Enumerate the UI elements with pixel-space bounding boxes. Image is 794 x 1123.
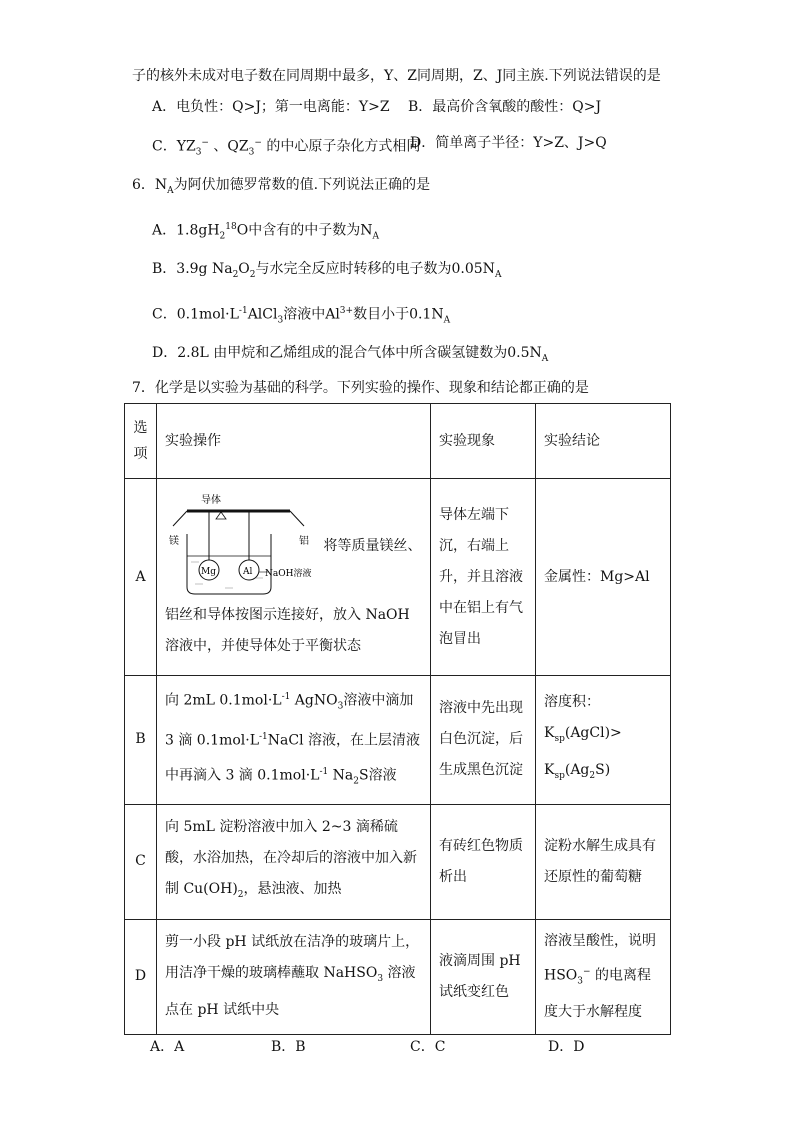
q5-c-sup2: − — [254, 138, 262, 148]
q6-c-5: 溶液中Al — [283, 306, 340, 323]
header-operation: 实验操作 — [157, 404, 431, 479]
q6-option-a — [152, 217, 379, 246]
table-row-d — [125, 919, 671, 1034]
q5-stem-tail: 子的核外未成对电子数在同周期中最多，Y、Z同周期，Z、J同主族.下列说法错误的是 — [132, 68, 661, 84]
row-d-concl-sub: 3 — [577, 976, 584, 987]
row-b-concl-sp1: sp — [554, 734, 565, 745]
row-b-op1-sup: -1 — [281, 692, 291, 702]
table-row-a — [125, 479, 671, 676]
q6-b-3: O — [238, 261, 250, 277]
diagram-solution-label: NaOH溶液 — [265, 569, 312, 579]
row-c-op1: 向 5mL 淀粉溶液中加入 2~3 滴稀硫酸，水浴加热，在冷却后的溶液中加入新制 Cu(OH) — [165, 819, 417, 898]
q5-c-sub1: 3 — [195, 147, 202, 158]
q6-a-2: 2 — [219, 231, 226, 242]
q7-answer-b: B．B — [271, 1039, 306, 1055]
q5-c-text1: C．YZ — [152, 138, 196, 155]
q6-c-4: 3 — [277, 315, 284, 326]
q5-option-b: B．最高价含氧酸的酸性：Q>J — [408, 99, 602, 115]
row-c-label: C — [125, 804, 157, 919]
q6-stem-num: 6．N — [132, 177, 168, 193]
row-d-concl1: 溶液呈酸性，说明 HSO — [544, 932, 656, 984]
q6-b-6: A — [494, 269, 502, 280]
q5-option-c — [152, 133, 420, 162]
q7-answer-c: C．C — [410, 1039, 446, 1055]
header-option-l1: 选 — [133, 420, 148, 436]
q6-c-8: A — [443, 315, 451, 326]
q6-a-1: A．1.8gH — [152, 222, 220, 239]
row-c-op2: ，悬浊液、加热 — [243, 881, 342, 898]
q6-a-4: O中含有的中子数为N — [236, 222, 373, 239]
row-a-operation — [157, 479, 431, 676]
row-c-operation — [157, 804, 431, 919]
row-c-phenomenon: 有砖红色物质析出 — [431, 804, 536, 919]
q6-option-c — [152, 301, 450, 330]
row-d-operation — [157, 919, 431, 1034]
header-conclusion: 实验结论 — [536, 404, 671, 479]
row-b-op2-sub: 3 — [337, 701, 344, 712]
row-b-conclusion — [536, 676, 671, 805]
row-a-label: A — [125, 479, 157, 676]
row-d-op1: 剪一小段 pH 试纸放在洁净的玻璃片上，用洁净干燥的玻璃棒蘸取 NaHSO — [165, 934, 420, 982]
row-b-concl-title: 溶度积： — [544, 694, 600, 711]
row-b-op2: AgNO — [290, 692, 338, 709]
header-option-l2: 项 — [133, 446, 148, 462]
q5-c-sub2: 3 — [248, 147, 255, 158]
q6-b-1: B．3.9g Na — [152, 261, 233, 277]
row-d-label: D — [125, 919, 157, 1034]
q6-c-3: AlCl — [247, 306, 278, 323]
row-a-op-inline: 将等质量镁丝、 — [323, 538, 422, 554]
experiment-table — [124, 403, 671, 1035]
row-b-operation — [157, 676, 431, 805]
row-b-concl-ag2s-b: S) — [595, 762, 611, 779]
q6-c-7: 数目小于0.1N — [353, 306, 444, 323]
row-d-concl2: 的电离程度大于水解程度 — [544, 967, 652, 1021]
q6-a-5: A — [372, 231, 379, 242]
table-row-b — [125, 676, 671, 805]
row-b-concl-k1: K — [544, 725, 555, 742]
row-b-op3-sup: -1 — [259, 732, 268, 743]
row-c-op1-sub: 2 — [237, 889, 244, 900]
q5-option-d: D．简单离子半径：Y>Z、J>Q — [410, 135, 607, 151]
q6-stem-sub: A — [167, 185, 174, 196]
q6-stem — [132, 175, 430, 201]
diagram-conductor-label: 导体 — [201, 495, 221, 506]
row-b-op5-sub: 2 — [353, 776, 360, 787]
q6-a-3: 18 — [225, 222, 237, 232]
q6-d-1: D．2.8L 由甲烷和乙烯组成的混合气体中所含碳氢键数为0.5N — [152, 345, 542, 361]
row-b-op5: Na — [328, 767, 354, 784]
q7-stem: 7．化学是以实验为基础的科学。下列实验的操作、现象和结论都正确的是 — [132, 380, 589, 396]
diagram-mg-electrode: Mg — [201, 567, 216, 577]
q5-c-sup1: − — [201, 138, 209, 148]
row-d-conclusion — [536, 919, 671, 1034]
q6-b-2: 2 — [232, 269, 239, 280]
row-b-concl-sp2: sp — [554, 771, 565, 782]
row-b-concl-k2: K — [544, 762, 555, 779]
row-d-concl-sup: − — [583, 966, 591, 977]
row-b-op1: 向 2mL 0.1mol·L — [165, 692, 282, 709]
row-a-phenomenon: 导体左端下沉，右端上升，并且溶液中在铝上有气泡冒出 — [431, 479, 536, 676]
row-b-op6: S溶液 — [359, 767, 397, 784]
diagram-mg-side-label: 镁 — [169, 536, 179, 547]
row-b-phenomenon: 溶液中先出现白色沉淀，后生成黑色沉淀 — [431, 676, 536, 805]
row-d-op1-sub: 3 — [377, 974, 384, 985]
beaker-diagram-icon — [165, 492, 315, 600]
row-d-op2: 溶液点在 pH 试纸中央 — [165, 965, 416, 1019]
q5-option-a: A．电负性：Q>J；第一电离能：Y>Z — [152, 99, 390, 115]
q6-c-2: -1 — [238, 306, 248, 316]
q6-option-d — [152, 343, 548, 369]
q6-stem-rest: 为阿伏加德罗常数的值.下列说法正确的是 — [173, 177, 431, 193]
q5-c-text3: 的中心原子杂化方式相同 — [261, 138, 421, 155]
table-header-row — [125, 404, 671, 479]
row-b-label: B — [125, 676, 157, 805]
q7-answer-d: D．D — [548, 1039, 585, 1055]
row-b-concl-ag2s-a: (Ag — [564, 762, 590, 779]
q7-answer-a: A．A — [150, 1039, 185, 1055]
diagram-al-side-label: 铝 — [299, 536, 309, 547]
q6-b-5: 与水完全反应时转移的电子数为0.05N — [255, 261, 495, 277]
row-b-op3: 溶液中滴加 3 滴 0.1mol·L — [165, 692, 414, 750]
row-a-conclusion: 金属性：Mg>Al — [536, 479, 671, 676]
header-phenomenon: 实验现象 — [431, 404, 536, 479]
q6-c-6: 3+ — [339, 306, 354, 316]
q6-option-b — [152, 259, 501, 285]
row-b-concl-agcl: (AgCl)> — [564, 725, 622, 742]
q6-c-1: C．0.1mol·L — [152, 306, 239, 323]
row-c-conclusion: 淀粉水解生成具有还原性的葡萄糖 — [536, 804, 671, 919]
q5-c-text2: 、QZ — [208, 138, 249, 155]
table-row-c — [125, 804, 671, 919]
row-a-op-rest: 铝丝和导体按图示连接好，放入 NaOH 溶液中，并使导体处于平衡状态 — [165, 607, 410, 654]
header-option — [125, 404, 157, 479]
q6-d-2: A — [541, 353, 549, 364]
row-b-concl-ag2s-sub: 2 — [589, 771, 596, 782]
row-d-phenomenon: 液滴周围 pH 试纸变红色 — [431, 919, 536, 1034]
row-b-op4-sup: -1 — [319, 767, 329, 778]
q6-b-4: 2 — [249, 269, 256, 280]
diagram-al-electrode: Al — [243, 567, 253, 577]
row-b-op4: NaCl 溶液，在上层清液中再滴入 3 滴 0.1mol·L — [165, 733, 421, 784]
